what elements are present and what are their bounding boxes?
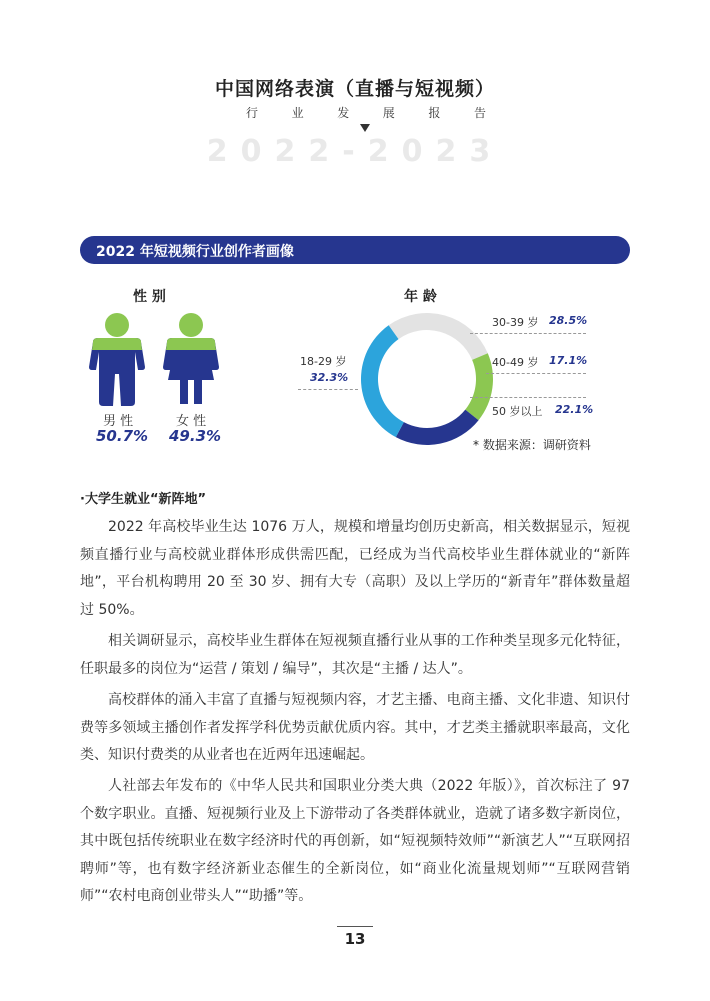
age-pct-50-plus: 22.1% [555, 403, 594, 416]
page-number: 13 [344, 930, 366, 948]
subtitle-char: 报 [428, 106, 441, 120]
age-pct-30-39: 28.5% [549, 314, 588, 327]
page-number-rule [337, 926, 373, 927]
body-paragraph: 高校群体的涌入丰富了直播与短视频内容，才艺主播、电商主播、文化非遗、知识付费等多领域主播创作者发挥学科优势贡献优质内容。其中，才艺类主播就职率最高，文化类、知识付费类的从业者也在近两年迅速崛起。 [80, 692, 630, 763]
body-paragraph: 相关调研显示，高校毕业生群体在短视频直播行业从事的工作种类呈现多元化特征，任职最多的岗位为“运营 / 策划 / 编导”，其次是“主播 / 达人”。 [80, 633, 630, 677]
subtitle-char: 业 [291, 106, 304, 120]
gender-heading: 性 别 [133, 289, 166, 305]
triangle-down-icon [360, 124, 370, 132]
donut-slice [465, 353, 493, 420]
male-figure-icon [88, 312, 146, 407]
report-title: 中国网络表演（直播与短视频） [214, 78, 495, 100]
age-pct-40-49: 17.1% [549, 354, 588, 367]
subtitle-char: 告 [473, 106, 486, 120]
age-label-50-plus: 50 岁以上 [492, 405, 543, 418]
donut-slice [361, 325, 404, 437]
subtitle-char: 发 [337, 106, 350, 120]
age-label-30-39: 30-39 岁 [492, 316, 539, 329]
female-figure-icon [162, 312, 220, 407]
female-label: 女 性 [176, 414, 207, 429]
body-paragraph: 2022 年高校毕业生达 1076 万人，规模和增量均创历史新高，相关数据显示，短视频直播行业与高校就业群体形成供需匹配，已经成为当代高校毕业生群体就业的“新阵地”，平台机构聘用 20 至 30 岁、拥有大专（高职）及以上学历的“新青年”群体数量超过 50%。 [80, 519, 630, 618]
age-label-18-29: 18-29 岁 [300, 355, 347, 368]
subtitle-char: 展 [382, 106, 395, 120]
leader-line [470, 333, 586, 334]
male-label: 男 性 [103, 414, 134, 429]
data-source-note: * 数据来源：调研资料 [473, 438, 591, 452]
donut-slice [396, 410, 479, 445]
leader-line [486, 373, 586, 374]
age-pct-18-29: 32.3% [310, 371, 349, 384]
age-label-40-49: 40-49 岁 [492, 356, 539, 369]
donut-slice [389, 313, 488, 360]
female-percentage: 49.3% [169, 427, 222, 445]
age-heading: 年 龄 [404, 289, 437, 305]
age-donut-chart [357, 309, 497, 449]
leader-line [470, 397, 586, 398]
section-heading: ·大学生就业“新阵地” [80, 492, 207, 507]
report-years: 2022-2023 [206, 134, 504, 169]
body-paragraph: 人社部去年发布的《中华人民共和国职业分类大典（2022 年版）》，首次标注了 97 个数字职业。直播、短视频行业及上下游带动了各类群体就业，造就了诸多数字新岗位，其中既包括传统职业在数字经济时代的再创新，如“短视频特效师”“新演艺人”“互联网招聘师”等，也有数字经济新业态催生的全新岗位，如“商业化流量规划师”“互联网营销师”“农村电商创业带头人”“助播”等。 [80, 778, 630, 904]
leader-line [298, 389, 358, 390]
section-banner-text: 2022 年短视频行业创作者画像 [96, 244, 294, 260]
male-percentage: 50.7% [96, 427, 149, 445]
subtitle-char: 行 [246, 106, 259, 120]
report-subtitle [246, 104, 486, 121]
